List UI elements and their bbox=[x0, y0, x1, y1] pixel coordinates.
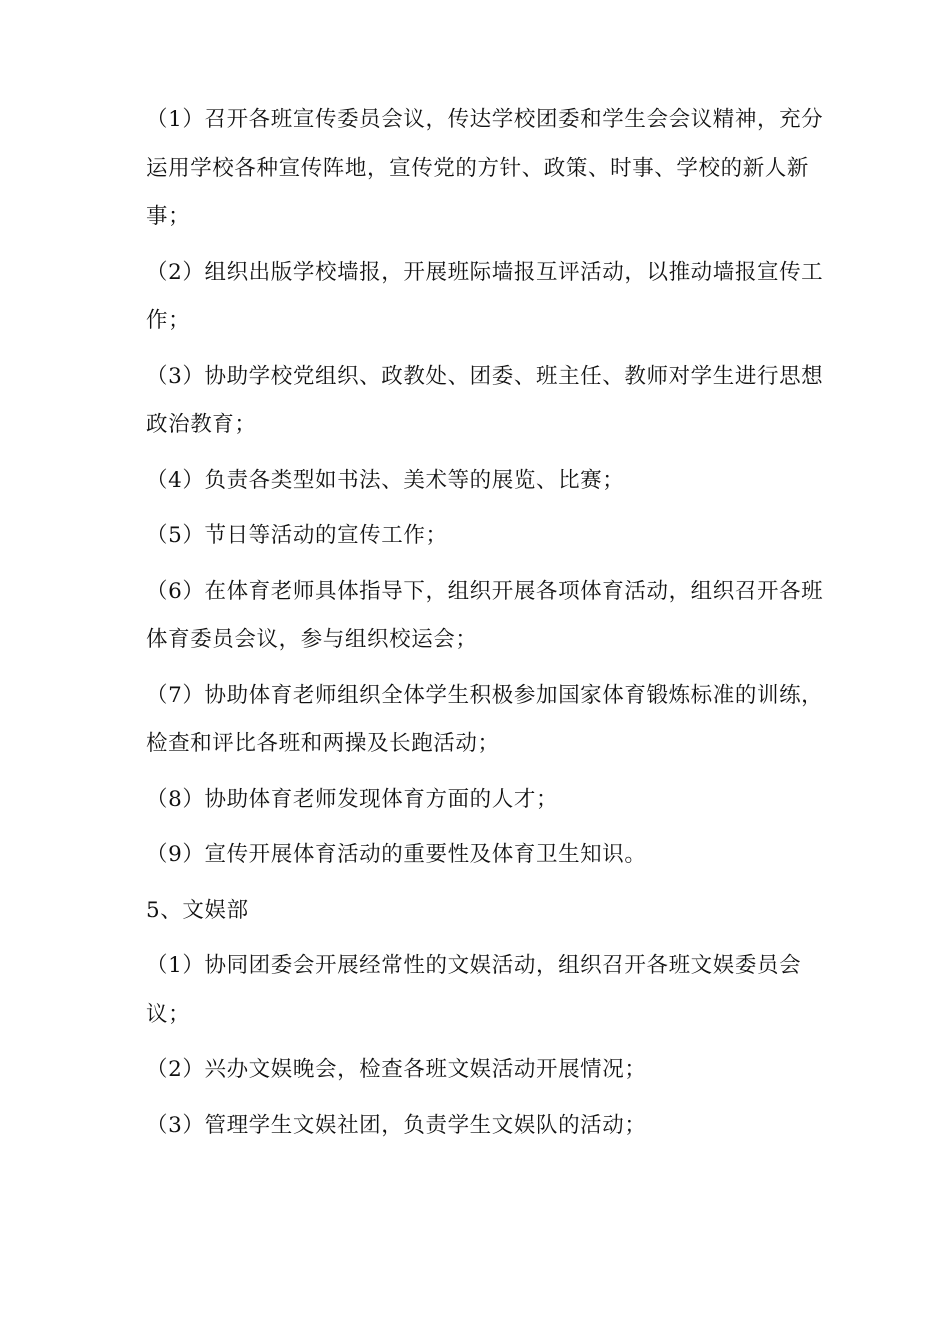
paragraph-9: （9）宣传开展体育活动的重要性及体育卫生知识。 bbox=[146, 842, 647, 867]
section-paragraph-1: （1）协同团委会开展经常性的文娱活动，组织召开各班文娱委员会议； bbox=[146, 953, 802, 1027]
section-paragraph-3: （3）管理学生文娱社团，负责学生文娱队的活动； bbox=[146, 1112, 647, 1138]
section-heading: 5、文娱部 bbox=[146, 897, 249, 923]
paragraph-5: （5）节日等活动的宣传工作； bbox=[146, 523, 448, 548]
paragraph-1: （1）召开各班宣传委员会议，传达学校团委和学生会会议精神，充分运用学校各种宣传阵地，宣传党的方针、政策、时事、学校的新人新事； bbox=[146, 107, 824, 229]
paragraph-6: （6）在体育老师具体指导下，组织开展各项体育活动，组织召开各班体育委员会议，参与组织校运会； bbox=[146, 578, 824, 652]
paragraph-7: （7）协助体育老师组织全体学生积极参加国家体育锻炼标准的训练，检查和评比各班和两操及长跑活动； bbox=[146, 682, 824, 756]
section-paragraph-2: （2）兴办文娱晚会，检查各班文娱活动开展情况； bbox=[146, 1057, 647, 1082]
paragraph-8: （8）协助体育老师发现体育方面的人才； bbox=[146, 786, 559, 812]
paragraph-4: （4）负责各类型如书法、美术等的展览、比赛； bbox=[146, 467, 625, 493]
paragraph-3: （3）协助学校党组织、政教处、团委、班主任、教师对学生进行思想政治教育； bbox=[146, 363, 824, 437]
paragraph-2: （2）组织出版学校墙报，开展班际墙报互评活动，以推动墙报宣传工作； bbox=[146, 259, 824, 333]
document-body bbox=[146, 96, 826, 1157]
